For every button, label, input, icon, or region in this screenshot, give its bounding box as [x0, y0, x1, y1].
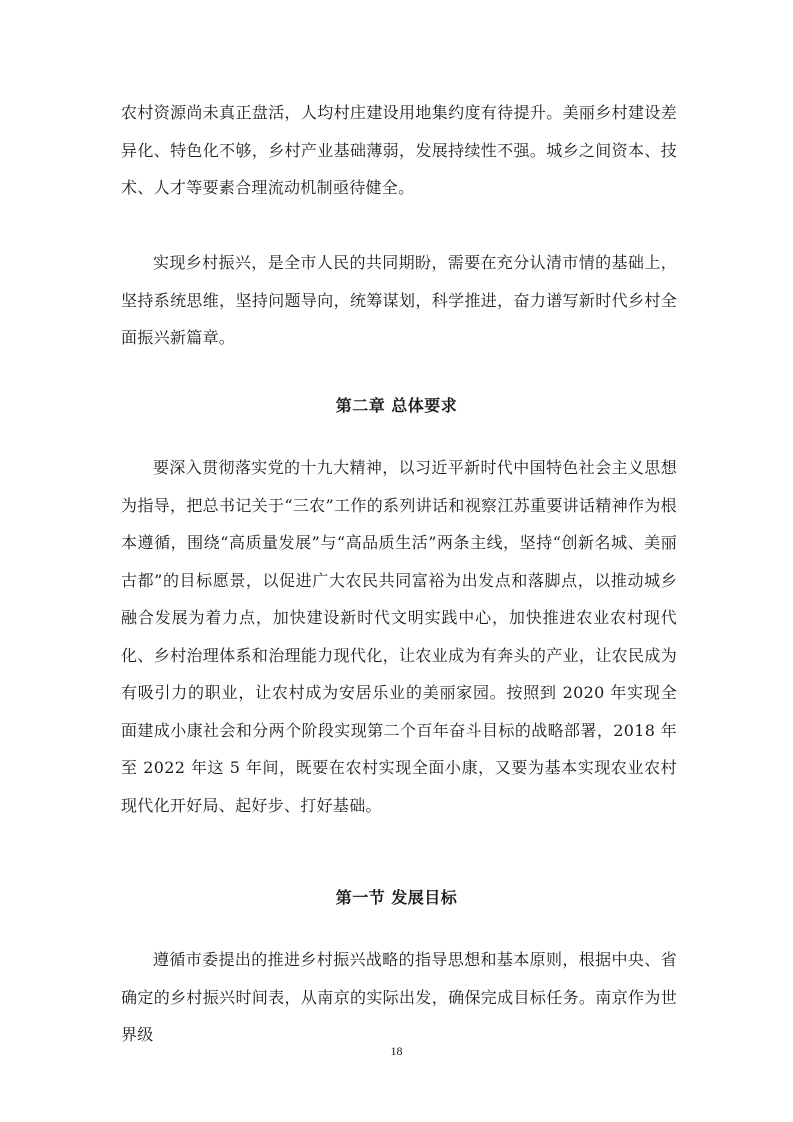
chapter-heading: 第二章 总体要求 — [335, 396, 458, 415]
paragraph-development-goals: 遵循市委提出的推进乡村振兴战略的指导思想和基本原则，根据中央、省确定的乡村振兴时间表，从南京的实际出发，确保完成目标任务。南京作为世界级 — [121, 950, 677, 1044]
section-heading: 第一节 发展目标 — [335, 888, 458, 907]
paragraph-rural-resources: 农村资源尚未真正盘活，人均村庄建设用地集约度有待提升。美丽乡村建设差异化、特色化不够，乡村产业基础薄弱，发展持续性不强。城乡之间资本、技术、人才等要素合理流动机制亟待健全。 — [121, 103, 677, 197]
page-number: 18 — [390, 1044, 403, 1058]
paragraph-guiding-thought: 要深入贯彻落实党的十九大精神，以习近平新时代中国特色社会主义思想为指导，把总书记关于“三农”工作的系列讲话和视察江苏重要讲话精神作为根本遵循，围绕“高质量发展”与“高品质生活”两条主线，坚持“创新名城、美丽古都”的目标愿景，以促进广大农民共同富裕为出发点和落脚点，以推动城乡融合发展为着力点，加快建设新时代文明实践中心，加快推进农业农村现代化、乡村治理体系和治理能力现代化，让农业成为有奔头的产业，让农民成为有吸引力的职业，让农村成为安居乐业的美丽家园。按照到 2020 年实现全面建成小康社会和分两个阶段实现第二个百年奋斗目标的战略部署，2018 年至 2022 年这 5 年间，既要在农村实现全面小康，又要为基本实现农业农村现代化开好局、起好步、打好基础。 — [121, 458, 677, 815]
paragraph-rural-revitalization: 实现乡村振兴，是全市人民的共同期盼，需要在充分认清市情的基础上，坚持系统思维，坚持问题导向，统筹谋划，科学推进，奋力谱写新时代乡村全面振兴新篇章。 — [121, 253, 677, 347]
